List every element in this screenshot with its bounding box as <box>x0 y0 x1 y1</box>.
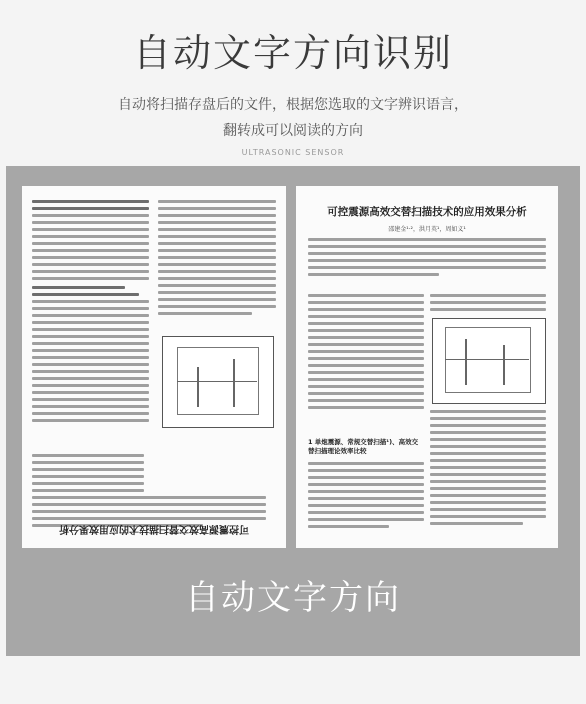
document-upside-down <box>22 186 286 548</box>
text-column-right <box>430 294 546 315</box>
text-column-left <box>296 462 424 532</box>
brand-label: ULTRASONIC SENSOR <box>241 148 345 157</box>
demo-panel <box>6 166 580 656</box>
section-heading: 1 单炮震源、常规交替扫描¹)、高效交替扫描理论效率比较 <box>308 438 419 455</box>
diagram-figure <box>432 318 546 404</box>
text-block <box>22 454 286 531</box>
text-column-left <box>296 294 424 413</box>
description-line-1: 自动将扫描存盘后的文件，根据您选取的文字辨识语言， <box>118 97 468 113</box>
document-corrected <box>296 186 558 548</box>
feature-description <box>40 92 546 144</box>
abstract-block <box>296 238 558 280</box>
panel-caption: 自动文字方向 <box>185 578 401 618</box>
description-line-2: 翻转成可以阅读的方向 <box>223 123 363 139</box>
text-block <box>158 200 286 319</box>
diagram-figure <box>162 336 274 428</box>
document-authors: 邵建金¹·²，洪月英¹，周如义¹ <box>388 226 466 233</box>
text-column-right <box>430 410 546 529</box>
upside-down-title: 可控震源高效交替扫描技术的应用效果分析 <box>59 523 249 534</box>
page-title: 自动文字方向识别 <box>132 31 453 75</box>
document-title: 可控震源高效交替扫描技术的应用效果分析 <box>327 206 527 218</box>
